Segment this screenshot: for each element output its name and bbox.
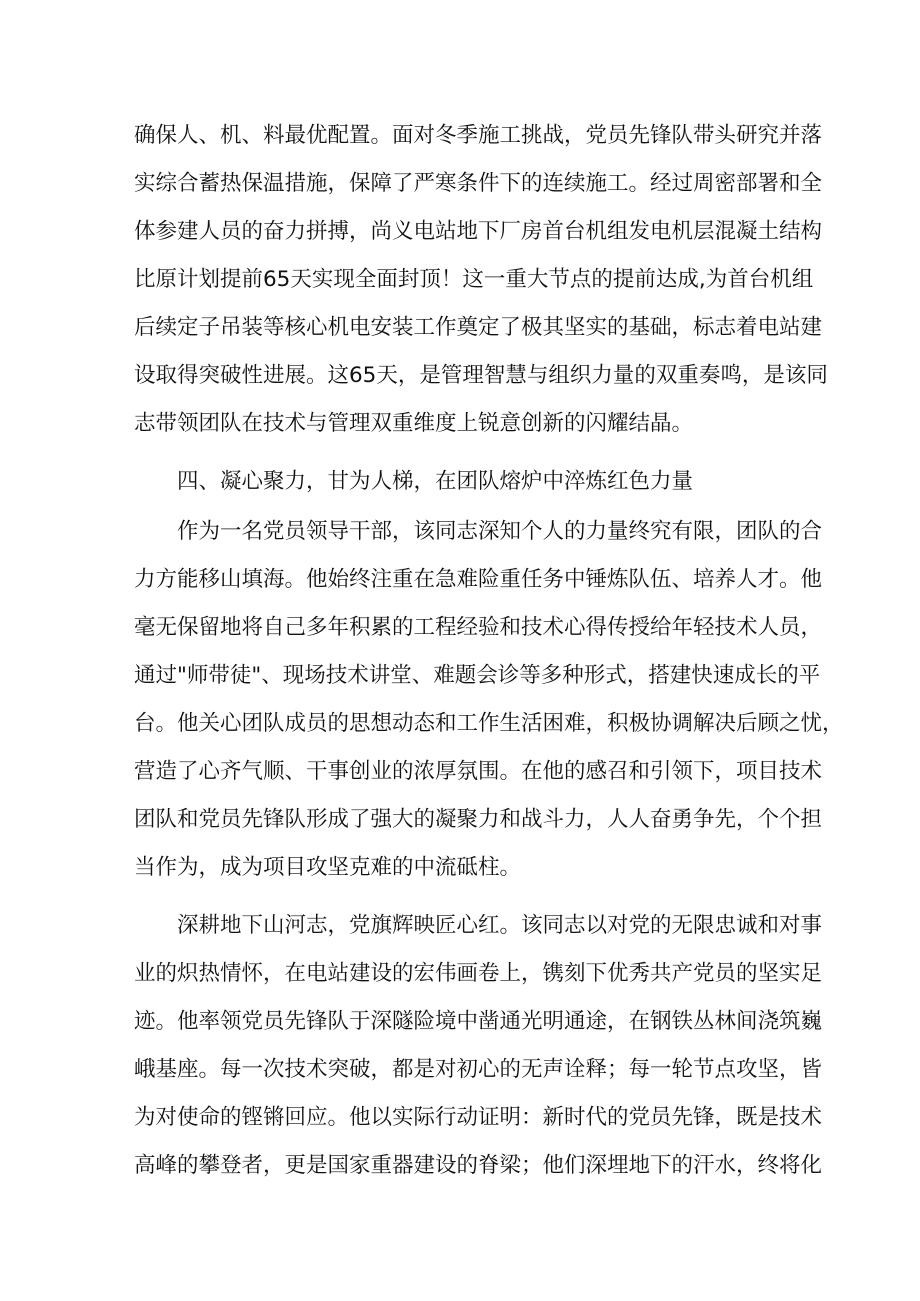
text-line: 团队和党员先锋队形成了强大的凝聚力和战斗力，人人奋勇争先，个个担 [134, 807, 823, 832]
paragraph-continuation [134, 112, 828, 448]
text-line: 志带领团队在技术与管理双重维度上锐意创新的闪耀结晶。 [134, 411, 694, 436]
text-line: 深耕地下山河志，党旗辉映匠心红。该同志以对党的无限忠诚和对事 [177, 913, 823, 938]
text-line: 毫无保留地将自己多年积累的工程经验和技术心得传授给年轻技术人员， [134, 615, 823, 640]
text-line: 当作为，成为项目攻坚克难的中流砥柱。 [134, 855, 522, 880]
text-line: 营造了心齐气顺、干事创业的浓厚氛围。在他的感召和引领下，项目技术 [134, 759, 823, 784]
text-line: 为对使命的铿锵回应。他以实际行动证明：新时代的党员先锋，既是技术 [134, 1105, 823, 1130]
text-line: 迹。他率领党员先锋队于深隧险境中凿通光明通途，在钢铁丛林间浇筑巍 [134, 1009, 823, 1034]
text-line: 力方能移山填海。他始终注重在急难险重任务中锤炼队伍、培养人才。他 [134, 567, 823, 592]
paragraph-team [134, 508, 844, 892]
text-line: 峨基座。每一次技术突破，都是对初心的无声诠释；每一轮节点攻坚，皆 [134, 1057, 823, 1082]
paragraph-conclusion [134, 902, 823, 1190]
document-body [134, 112, 844, 1190]
text-line: 台。他关心团队成员的思想动态和工作生活困难，积极协调解决后顾之忧， [134, 711, 844, 736]
text-line: 比原计划提前65天实现全面封顶！这一重大节点的提前达成,为首台机组 [134, 267, 814, 292]
text-line: 作为一名党员领导干部，该同志深知个人的力量终究有限，团队的合 [177, 519, 823, 544]
text-line: 通过"师带徒"、现场技术讲堂、难题会诊等多种形式，搭建快速成长的平 [134, 663, 821, 688]
text-line: 设取得突破性进展。这65天，是管理智慧与组织力量的双重奏鸣，是该同 [134, 363, 828, 388]
text-line: 高峰的攀登者，更是国家重器建设的脊梁；他们深埋地下的汗水，终将化 [134, 1153, 823, 1178]
text-line: 实综合蓄热保温措施，保障了严寒条件下的连续施工。经过周密部署和全 [134, 171, 823, 196]
text-line: 业的炽热情怀，在电站建设的宏伟画卷上，镌刻下优秀共产党员的坚实足 [134, 961, 823, 986]
text-line: 后续定子吊装等核心机电安装工作奠定了极其坚实的基础，标志着电站建 [134, 315, 823, 340]
section-heading: 四、凝心聚力，甘为人梯，在团队熔炉中淬炼红色力量 [177, 469, 694, 494]
text-line: 确保人、机、料最优配置。面对冬季施工挑战，党员先锋队带头研究并落 [134, 123, 823, 148]
text-line: 体参建人员的奋力拼搏，尚义电站地下厂房首台机组发电机层混凝土结构 [134, 219, 823, 244]
